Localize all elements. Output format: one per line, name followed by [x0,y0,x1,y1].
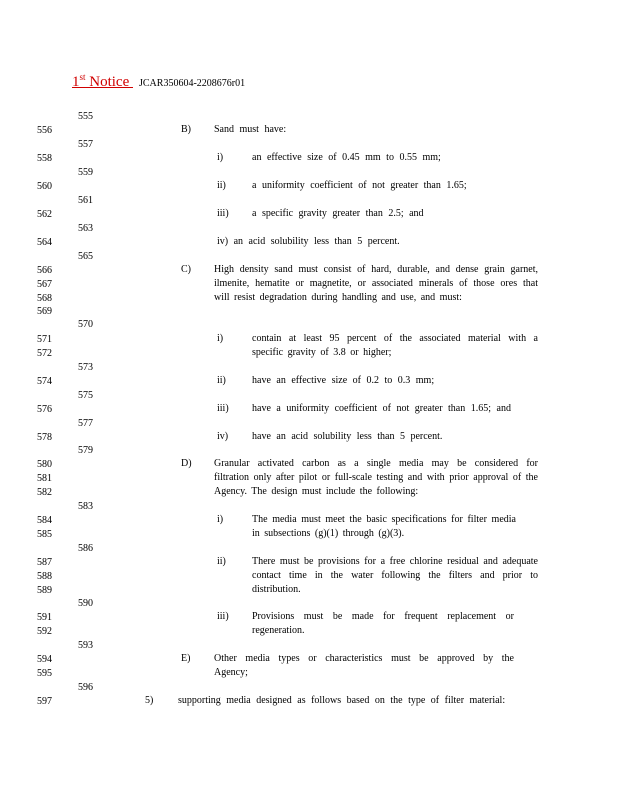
line-number: 574 [37,376,52,387]
item-label-d: D) [181,458,192,469]
subitem-text: have an effective size of 0.2 to 0.3 mm; [252,375,435,386]
notice-header [72,72,245,91]
line-number: 591 [37,612,52,623]
line-number: 560 [37,181,52,192]
subitem-label: iii) [217,611,229,622]
section-text-5: supporting media designed as follows based on the type of filter material: [178,695,506,706]
item-text-e: Other media types or characteristics must be approved by the Agency; [214,653,514,678]
line-number: 562 [37,209,52,220]
line-number: 576 [37,404,52,415]
subitem-text: contain at least 95 percent of the associated material with a specific gravity of 3.8 or higher; [252,333,538,358]
line-number: 596 [78,682,93,693]
subitem-label: ii) [217,556,226,567]
line-number: 559 [78,167,93,178]
subitem-text: There must be provisions for a free chlorine residual and adequate contact time in the water following the filters and prior to distribution. [252,556,538,595]
item-label-c: C) [181,264,191,275]
line-number: 586 [78,543,93,554]
line-number: 558 [37,153,52,164]
line-number: 595 [37,668,52,679]
line-number: 593 [78,640,93,651]
line-number: 573 [78,362,93,373]
subitem-text: a uniformity coefficient of not greater than 1.65; [252,180,467,191]
subitem-text: have an acid solubility less than 5 percent. [252,431,443,442]
item-label-b: B) [181,124,191,135]
line-number: 564 [37,237,52,248]
line-number: 566 [37,265,52,276]
subitem-text: The media must meet the basic specifications for filter media in subsections (g)(1) through (g)(3). [252,514,516,539]
subitem-text: have a uniformity coefficient of not greater than 1.65; and [252,403,511,414]
subitem-label: ii) [217,180,226,191]
line-number: 582 [37,487,52,498]
subitem-text: an effective size of 0.45 mm to 0.55 mm; [252,152,441,163]
line-number: 557 [78,139,93,150]
line-number: 555 [78,111,93,122]
item-label-e: E) [181,653,191,664]
document-id: JCAR350604-2208676r01 [139,78,246,89]
line-number: 565 [78,251,93,262]
line-number: 563 [78,223,93,234]
first-notice-label: 1st Notice [72,72,133,90]
line-number: 575 [78,390,93,401]
line-number: 592 [37,626,52,637]
line-number: 571 [37,334,52,345]
line-number: 568 [37,293,52,304]
line-number: 556 [37,125,52,136]
line-number: 588 [37,571,52,582]
item-text-d: Granular activated carbon as a single media may be considered for filtration only after pilot or full-scale testing and with prior approval of the Agency. The design must include the following: [214,458,538,497]
line-number: 590 [78,598,93,609]
line-number: 570 [78,319,93,330]
line-number: 569 [37,306,52,317]
section-label-5: 5) [145,695,154,706]
line-number: 578 [37,432,52,443]
line-number: 579 [78,445,93,456]
subitem-label: i) [217,333,224,344]
line-number: 583 [78,501,93,512]
subitem-label: iv) [217,431,229,442]
line-number: 584 [37,515,52,526]
subitem-label: iii) [217,403,229,414]
item-text-c: High density sand must consist of hard, durable, and dense grain garnet, ilmenite, hematite or magnetite, or associated minerals of those ores that will resist degradation during handling and use, and must: [214,264,538,303]
subitem-label: i) [217,514,224,525]
line-number: 587 [37,557,52,568]
subitem-label: ii) [217,375,226,386]
line-number: 597 [37,696,52,707]
line-number: 561 [78,195,93,206]
subitem-text: Provisions must be made for frequent replacement or regeneration. [252,611,514,636]
line-number: 585 [37,529,52,540]
line-number: 581 [37,473,52,484]
line-number: 572 [37,348,52,359]
subitem-label: iii) [217,208,229,219]
line-number: 580 [37,459,52,470]
subitem-text: iv) an acid solubility less than 5 percent. [217,236,400,247]
line-number: 567 [37,279,52,290]
item-text-b: Sand must have: [214,124,287,135]
subitem-label: i) [217,152,224,163]
line-number: 589 [37,585,52,596]
line-number: 577 [78,418,93,429]
line-number: 594 [37,654,52,665]
subitem-text: a specific gravity greater than 2.5; and [252,208,424,219]
